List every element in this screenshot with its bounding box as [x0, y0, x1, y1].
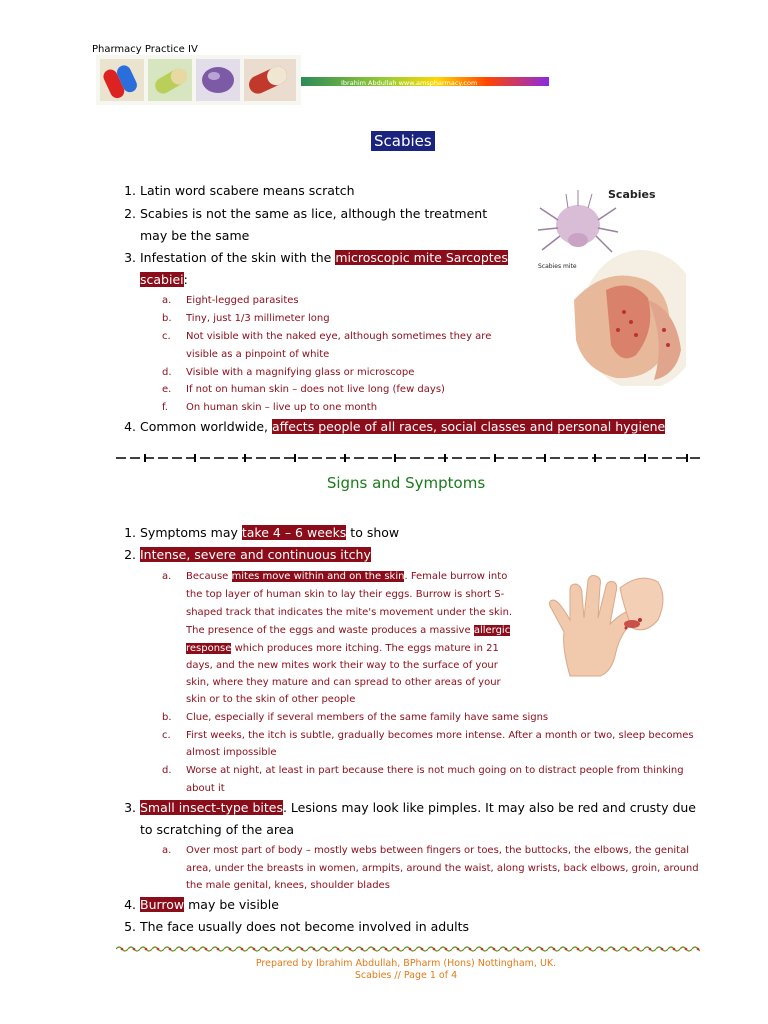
svg-text:Scabies: Scabies: [608, 188, 656, 201]
section-title-signs: Signs and Symptoms: [326, 474, 486, 492]
highlight: Burrow: [140, 897, 185, 912]
svg-text:Ibrahim Abdullah www.amspharma: Ibrahim Abdullah www.amspharmacy.com: [341, 79, 478, 87]
footer-divider: [116, 944, 700, 954]
course-title: Pharmacy Practice IV: [92, 44, 198, 55]
tablet-icon: [202, 67, 234, 93]
svg-text:Scabies mite: Scabies mite: [538, 263, 577, 270]
footer-page: Scabies // Page 1 of 4: [354, 970, 458, 981]
highlight: mites move within and on the skin: [231, 571, 405, 582]
pill-banner: [96, 55, 549, 105]
highlight: take 4 – 6 weeks: [241, 525, 347, 540]
footer-author: Prepared by Ibrahim Abdullah, BPharm (Hons) Nottingham, UK.: [255, 958, 557, 969]
highlight: microscopic mite Sarcoptes: [335, 250, 508, 265]
hand-figure: [540, 568, 668, 680]
highlight: Intense, severe and continuous itchy: [140, 547, 371, 562]
highlight: Small insect-type bites: [140, 800, 283, 815]
highlight: allergic: [473, 625, 511, 636]
highlight: affects people of all races, social classes and personal hygiene: [271, 419, 666, 434]
divider: [116, 451, 700, 465]
scabies-figure: [536, 180, 686, 386]
highlight: scabiei: [140, 272, 184, 287]
highlight: response: [186, 643, 232, 654]
section-title-scabies: Scabies: [371, 131, 435, 151]
